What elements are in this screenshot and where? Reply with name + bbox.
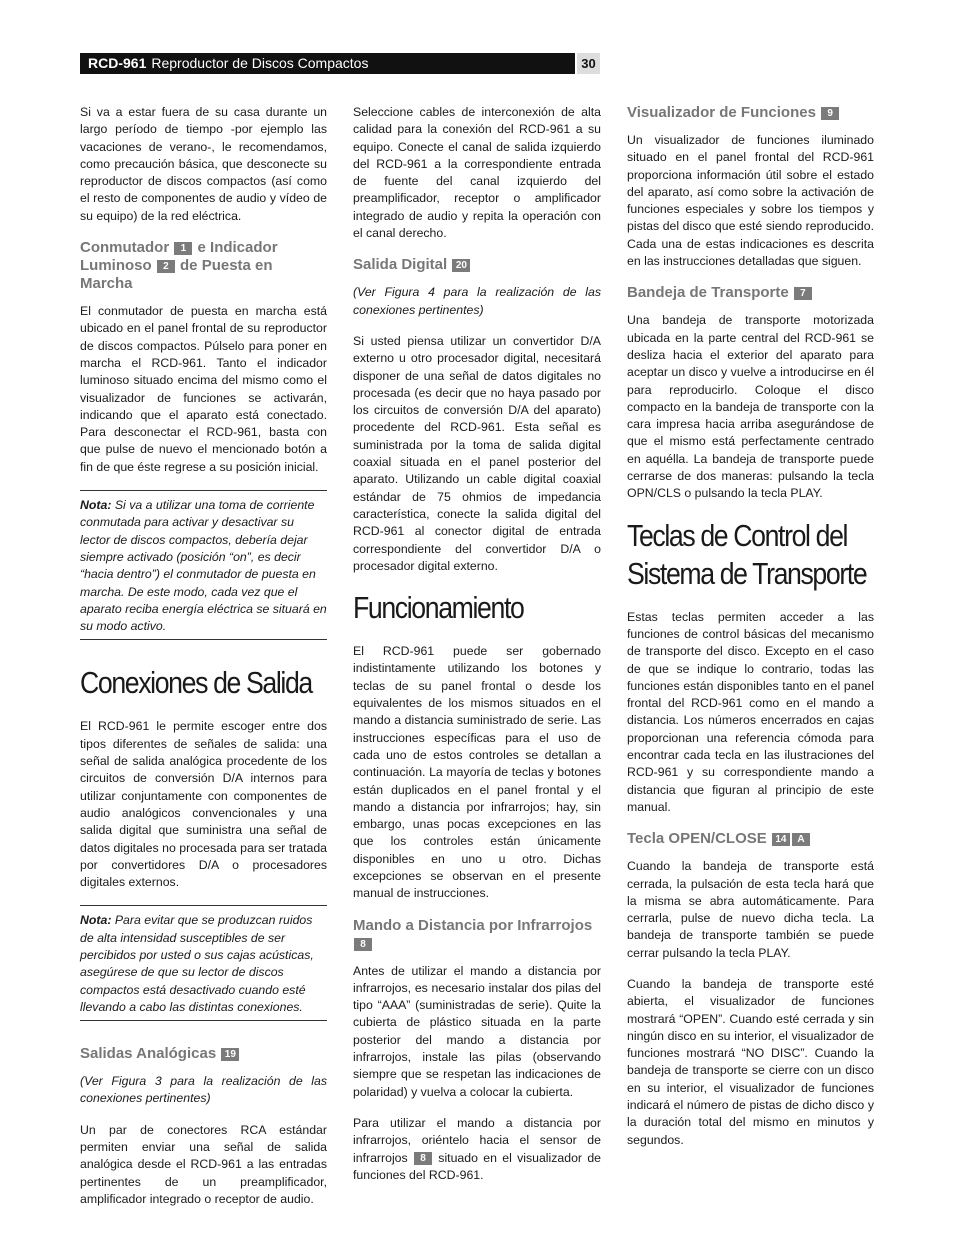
- section-title-transport-keys: [627, 517, 867, 593]
- heading-text: Salidas Analógicas: [80, 1045, 217, 1063]
- heading-text: Bandeja de Transporte: [627, 284, 789, 302]
- paragraph: Estas teclas permiten acceder a las funciones de control básicas del mecanismo de transporte del disco. Excepto en el caso de que se indique lo contrario, todas las funciones están disponibles tanto en el panel frontal del RCD-961 como en el mando a distancia. Los números encerrados en cajas proporcionan una referencia cómoda para encontrar cada tecla en las ilustraciones del RCD-961 y su correspondiente mando a distancia que figuran al principio de este manual.: [627, 609, 874, 814]
- note-box: [80, 490, 327, 640]
- ref-badge: 7: [794, 287, 812, 300]
- heading-text: e Indicador Luminoso: [80, 239, 278, 275]
- paragraph: El RCD-961 puede ser gobernado indistintamente utilizando los botones y teclas de su panel frontal o desde los equivalentes de los mismos situados en el mando a distancia suministrado de serie. Las instrucciones específicas para el uso de cada uno de estos controles se detallan a continuación. La mayoría de teclas y botones están duplicados en el panel frontal y el mando a distancia por infrarrojos; hay, sin embargo, unas pocas excepciones en las que los controles están únicamente disponibles en uno u otro. Dichas excepciones se observan en el presente manual de instrucciones.: [353, 644, 601, 901]
- title-line: Sistema de Transporte: [627, 555, 867, 591]
- section-heading-tray: [627, 284, 874, 302]
- heading-text: Mando a Distancia por Infrarrojos: [353, 916, 593, 934]
- heading-text: Tecla OPEN/CLOSE: [627, 830, 767, 848]
- section-heading-power: [80, 239, 327, 293]
- ref-badge: 2: [157, 260, 175, 273]
- paragraph: El conmutador de puesta en marcha está ubicado en el panel frontal de su reproductor de discos compactos. Púlselo para poner en marcha el RCD-961. Tanto el indicador luminoso situado encima del mismo como el visualizador de funciones se activarán, indicando que el aparato está conectado. Para desconectar el RCD-961, basta con que pulse de nuevo el mencionado botón a fin de que éste regrese a su posición inicial.: [80, 304, 327, 474]
- column-2: [353, 104, 601, 1198]
- ref-badge: 8: [354, 938, 372, 951]
- paragraph: [353, 1115, 601, 1184]
- header-bar: [80, 53, 575, 74]
- note-label: Nota:: [80, 913, 112, 928]
- section-heading-open-close: [627, 830, 874, 848]
- paragraph: Antes de utilizar el mando a distancia por infrarrojos, es necesario instalar dos pilas del tipo “AAA” (suministradas de serie). Quite la cubierta de plástico situada en la parte posterior del mando a distancia por infrarrojos, instale las pilas (observando siempre que se respetan las indicaciones de polaridad) y vuelva a colocar la cubierta.: [353, 963, 601, 1099]
- paragraph: Cuando la bandeja de transporte está cerrada, la pulsación de esta tecla hará que la misma se abra automáticamente. Para cerrarla, pulse de nuevo dicha tecla. La bandeja de transporte también se puede cerrar pulsando la tecla PLAY.: [627, 859, 874, 960]
- figure-reference: (Ver Figura 3 para la realización de las conexiones pertinentes): [80, 1074, 327, 1106]
- ref-badge: A: [792, 833, 810, 846]
- paragraph: Si usted piensa utilizar un convertidor D/A externo u otro procesador digital, necesitará disponer de una señal de datos digitales no procesada (es decir que no haya pasado por los circuitos de conversión D/A del aparato) procedente del RCD-961. Esta señal es suministrada por la toma de salida digital coaxial situada en el panel posterior del aparato. Utilizando un cable digital coaxial estándar de 75 ohmios de impedancia característica, conecte la salida digital del RCD-961 al conector digital de entrada correspondiente del convertidor D/A o procesador digital externo.: [353, 333, 601, 573]
- title-line: Teclas de Control del: [627, 517, 848, 553]
- section-heading-digital: [353, 256, 601, 274]
- ref-badge: 1: [174, 242, 192, 255]
- note-text: Si va a utilizar una toma de corriente conmutada para activar y desactivar su lector de discos compactos, debería dejar siempre activado (posición “on”, es decir “hacia dentro”) el conmutador de puesta en marcha. De este modo, cada vez que el aparato reciba energía eléctrica se situará en su modo activo.: [80, 498, 327, 634]
- note-box: [80, 905, 327, 1021]
- heading-text: Visualizador de Funciones: [627, 104, 816, 121]
- paragraph: Una bandeja de transporte motorizada ubicada en la parte central del RCD-961 se desliza hacia el exterior del aparato para aceptar un disco y vuelve a introducirse en él para reproducirlo. Coloque el disco compacto en la bandeja de transporte con la cara impresa hacia arriba asegurándose de que el mismo está perfectamente centrado en aquélla. La bandeja de transporte puede cerrarse de dos maneras: pulsando la tecla OPN/CLS o pulsando la tecla PLAY.: [627, 313, 874, 501]
- paragraph: Si va a estar fuera de su casa durante un largo período de tiempo -por ejemplo las vacaciones de verano-, le recomendamos, como precaución básica, que desconecte su reproductor de discos compactos (así como el resto de componentes de audio y vídeo de su equipo) de la red eléctrica.: [80, 105, 327, 223]
- figure-reference: (Ver Figura 4 para la realización de las conexiones pertinentes): [353, 285, 601, 317]
- model-name: RCD-961: [88, 55, 147, 71]
- ref-badge: 20: [452, 259, 470, 272]
- note-text: Para evitar que se produzcan ruidos de alta intensidad susceptibles de ser percibidos por usted o sus cajas acústicas, asegúrese de que su lector de discos compactos está desactivado cuando esté llevando a cabo las distintas conexiones.: [80, 913, 314, 1014]
- column-3: [627, 104, 874, 1163]
- section-heading-display: [627, 104, 874, 122]
- page-number: 30: [577, 53, 600, 74]
- paragraph-text: Para utilizar el mando a distancia por infrarrojos, oriéntelo hacia el sensor de infrarrojos: [353, 1115, 601, 1165]
- ref-badge: 8: [414, 1152, 432, 1165]
- section-heading-analog: [80, 1045, 327, 1063]
- paragraph: El RCD-961 le permite escoger entre dos tipos diferentes de señales de salida: una señal de salida analógica procedente de los circuitos de conversión D/A internos para utilizar conjuntamente con componentes de audio analógicos convencionales y una salida digital que suministra una señal de datos digitales no procesada para ser tratada por convertidores D/A o procesadores digitales externos.: [80, 719, 327, 890]
- ref-badge: 19: [221, 1048, 239, 1061]
- section-title-operation: Funcionamiento: [353, 590, 524, 626]
- heading-text: Salida Digital: [353, 256, 448, 274]
- heading-text: Conmutador: [80, 239, 170, 257]
- document-title: Reproductor de Discos Compactos: [151, 55, 369, 71]
- note-label: Nota:: [80, 498, 112, 513]
- paragraph: Un par de conectores RCA estándar permiten enviar una señal de salida analógica desde el RCD-961 a las entradas pertinentes de un preamplificador, amplificador integrado o receptor de audio.: [80, 1122, 327, 1206]
- ref-badge: 14: [772, 833, 790, 846]
- paragraph: Cuando la bandeja de transporte esté abierta, el visualizador de funciones mostrará “OPEN”. Cuando esté cerrada y sin ningún disco en su interior, el visualizador de funciones mostrará “NO DISC”. Cuando la bandeja de transporte se cierre con un disco en su interior, el visualizador de funciones indicará el número de pistas de dicho disco y la duración total del mismo en minutos y segundos.: [627, 976, 874, 1147]
- column-1: [80, 104, 327, 1222]
- section-title-outputs: Conexiones de Salida: [80, 665, 312, 701]
- page-header: [80, 53, 600, 74]
- heading-text: de Puesta en Marcha: [80, 257, 273, 293]
- section-heading-remote: [353, 917, 601, 953]
- ref-badge: 9: [821, 107, 839, 120]
- paragraph-text: situado en el visualizador de funciones del RCD-961.: [353, 1150, 602, 1182]
- paragraph: Un visualizador de funciones iluminado situado en el panel frontal del RCD-961 proporciona información útil sobre el estado del aparato, así como sobre la activación de funciones especiales y sobre los tiempos y pistas del disco que esté siendo reproducido. Cada una de estas indicaciones es descrita en las instrucciones detalladas que siguen.: [627, 133, 874, 269]
- paragraph: Seleccione cables de interconexión de alta calidad para la conexión del RCD-961 a su equipo. Conecte el canal de salida izquierdo del RCD-961 a la correspondiente entrada de fuente del canal izquierdo del preamplificador, receptor o amplificador integrado de audio y repita la operación con el canal derecho.: [353, 105, 601, 241]
